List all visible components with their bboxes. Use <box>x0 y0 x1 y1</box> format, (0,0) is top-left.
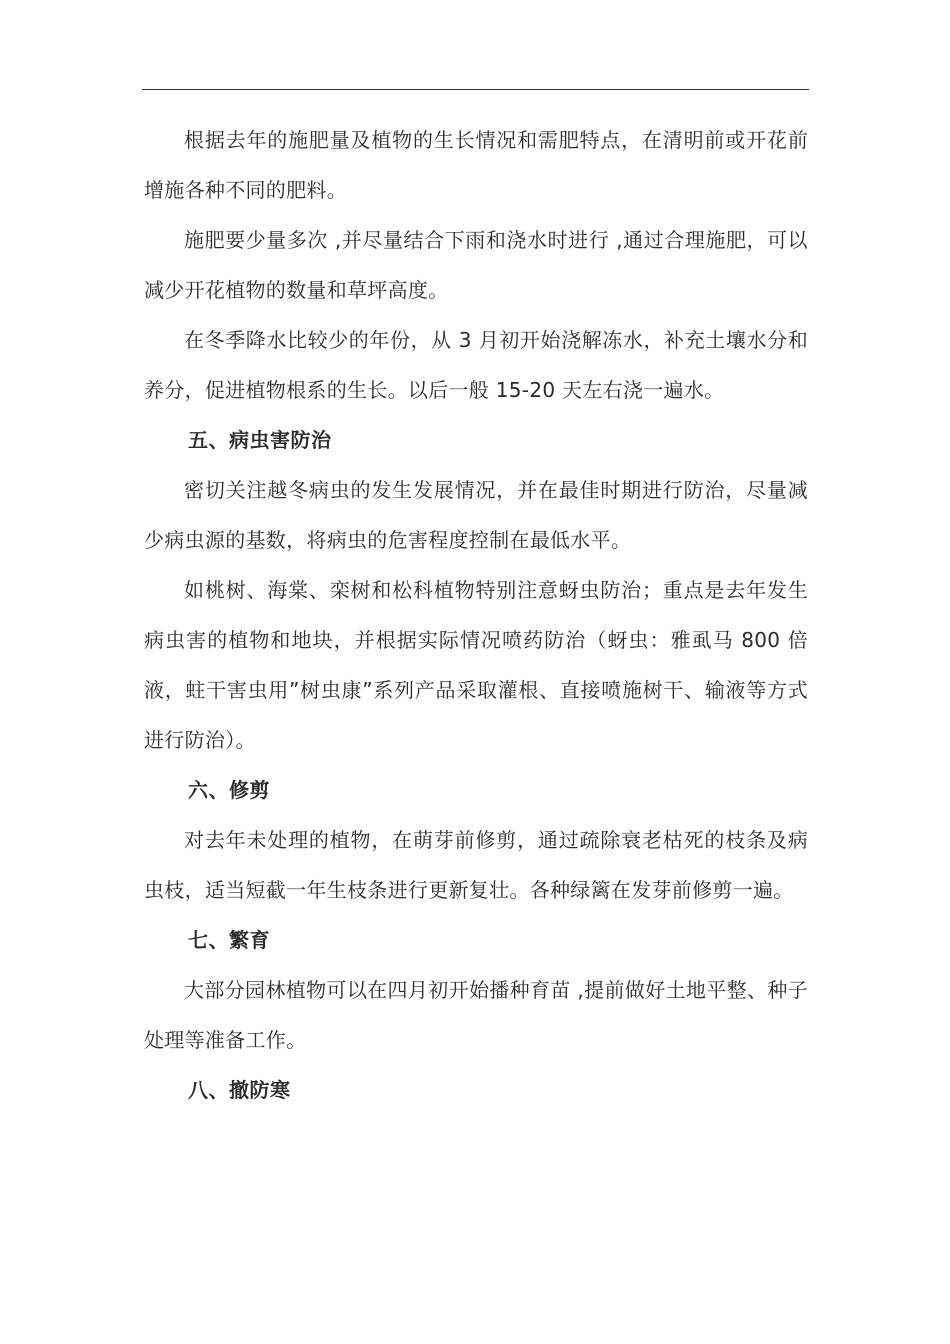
paragraph-fertilizer-plan: 根据去年的施肥量及植物的生长情况和需肥特点，在清明前或开花前增施各种不同的肥料。 <box>144 128 808 202</box>
paragraph-pruning: 对去年未处理的植物，在萌芽前修剪，通过疏除衰老枯死的枝条及病虫枝，适当短截一年生枝条进行更新复壮。各种绿篱在发芽前修剪一遍。 <box>144 828 808 902</box>
paragraph-fertilizer-method: 施肥要少量多次 ,并尽量结合下雨和浇水时进行 ,通过合理施肥，可以减少开花植物的数量和草坪高度。 <box>144 228 808 302</box>
paragraph-watering: 在冬季降水比较少的年份，从 3 月初开始浇解冻水，补充土壤水分和养分，促进植物根系的生长。以后一般 15-20 天左右浇一遍水。 <box>144 328 808 402</box>
paragraph-propagation: 大部分园林植物可以在四月初开始播种育苗 ,提前做好土地平整、种子处理等准备工作。 <box>144 978 808 1052</box>
document-body <box>144 115 808 1115</box>
section-heading-pest-control: 五、病虫害防治 <box>188 428 332 452</box>
paragraph-pest-treatment: 如桃树、海棠、栾树和松科植物特别注意蚜虫防治；重点是去年发生病虫害的植物和地块，并根据实际情况喷药防治（蚜虫：雅虱马 800 倍液，蛀干害虫用”树虫康”系列产品采取灌根、直接喷施树干、输液等方式进行防治）。 <box>144 578 808 752</box>
paragraph-pest-monitoring: 密切关注越冬病虫的发生发展情况，并在最佳时期进行防治，尽量减少病虫源的基数，将病虫的危害程度控制在最低水平。 <box>144 478 808 552</box>
section-heading-propagation: 七、繁育 <box>188 928 270 952</box>
section-heading-remove-frost-protection: 八、撤防寒 <box>188 1078 291 1102</box>
header-rule <box>142 89 809 90</box>
section-heading-pruning: 六、修剪 <box>188 778 270 802</box>
